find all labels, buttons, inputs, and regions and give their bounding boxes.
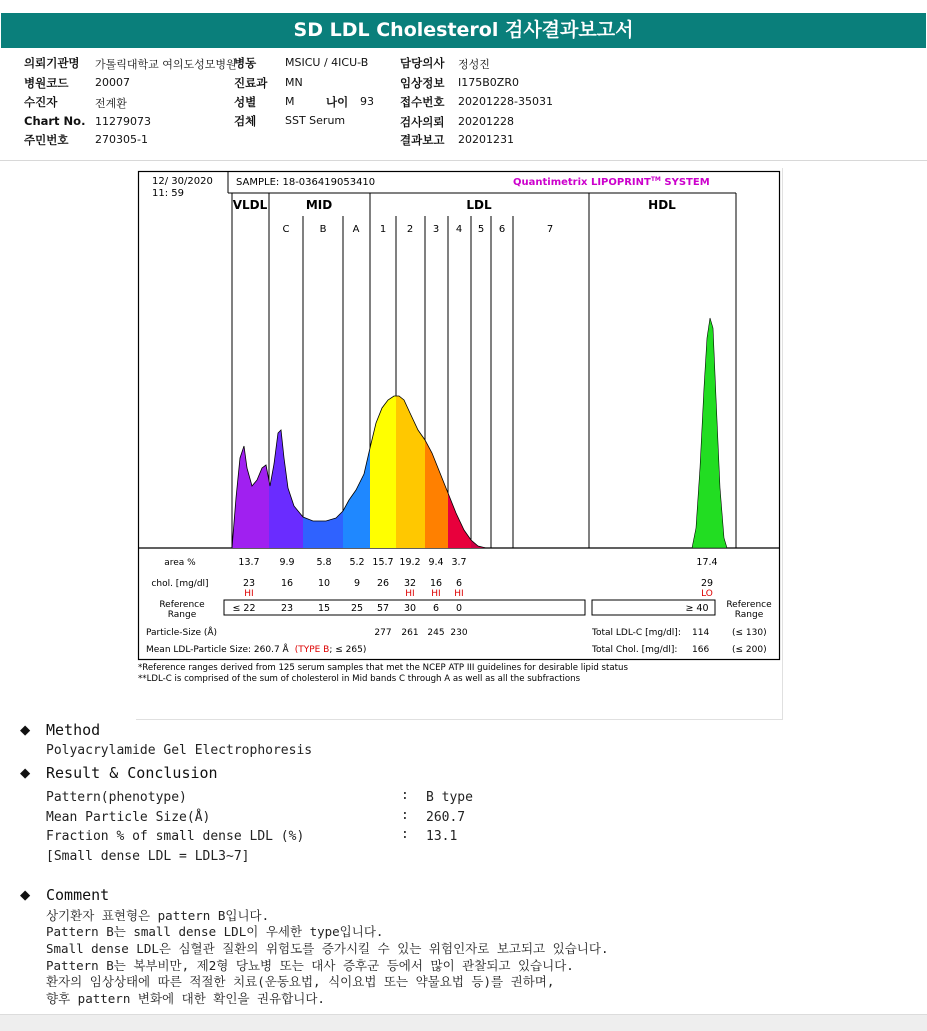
flag-hdl: LO: [701, 589, 713, 599]
result-section: [20, 763, 218, 783]
band-label-5: 5: [477, 224, 485, 235]
institution-label: 의뢰기관명: [24, 56, 80, 70]
chol-2: 32: [403, 578, 417, 589]
area-c: 9.9: [279, 557, 295, 568]
ref-label-2: Range: [167, 610, 197, 620]
sex-label: 성별: [234, 95, 257, 109]
footnote-2: **LDL-C is comprised of the sum of cholesterol in Mid bands C through A as well as all the subfractions: [138, 674, 581, 684]
patient-info: [24, 55, 904, 155]
area-label: area %: [164, 558, 196, 568]
total-chol-label: Total Chol. [mg/dl]:: [592, 645, 678, 655]
area-b: 5.8: [316, 557, 332, 568]
particle-4: 230: [450, 628, 468, 638]
specimen-value: SST Serum: [285, 114, 346, 127]
lipoprint-brand: Quantimetrix LIPOPRINT™ SYSTEM: [513, 176, 710, 188]
ref-c: 23: [280, 603, 294, 614]
ref-1: 57: [376, 603, 390, 614]
header-divider: [0, 160, 927, 161]
ref-4: 0: [455, 603, 463, 614]
band-label-1: 1: [379, 224, 387, 235]
ward-value: MSICU / 4ICU-B: [285, 56, 369, 69]
ref-vldl: ≤ 22: [232, 603, 256, 614]
flag-4: HI: [454, 589, 464, 599]
band-label-c: C: [282, 224, 290, 235]
ref-b: 15: [317, 603, 331, 614]
result-row-label: Pattern(phenotype): [46, 790, 187, 805]
total-ldl-value: 114: [692, 628, 710, 638]
comment-section: [20, 885, 109, 905]
receipt-label: 접수번호: [400, 95, 445, 109]
result-date-value: 20201231: [458, 133, 514, 146]
chart-label: Chart No.: [24, 114, 86, 128]
receipt-value: 20201228-35031: [458, 95, 553, 108]
area-hdl: 17.4: [696, 557, 718, 568]
band-label-7: 7: [546, 224, 554, 235]
chol-a: 9: [353, 578, 361, 589]
group-vldl: VLDL: [232, 198, 268, 212]
recipient-label: 수진자: [24, 95, 58, 109]
chol-4: 6: [455, 578, 463, 589]
total-ldl-label: Total LDL-C [mg/dl]:: [592, 628, 681, 638]
request-label: 검사의뢰: [400, 115, 445, 129]
band-label-2: 2: [406, 224, 414, 235]
band-label-3: 3: [432, 224, 440, 235]
ref-3: 6: [432, 603, 440, 614]
band-label-a: A: [352, 224, 360, 235]
result-row-value: 260.7: [426, 810, 466, 825]
group-mid: MID: [305, 198, 333, 212]
doctor-label: 담당의사: [400, 56, 445, 70]
total-chol-value: 166: [692, 645, 710, 655]
ref-hdl: ≥ 40: [685, 603, 709, 614]
result-note: [Small dense LDL = LDL3~7]: [46, 849, 250, 864]
result-row-sep: :: [401, 827, 409, 842]
group-ldl: LDL: [466, 198, 492, 212]
clinical-label: 임상정보: [400, 76, 445, 90]
sex-value: M: [285, 95, 295, 108]
ref-label-1: Reference: [159, 600, 205, 610]
particle-2: 261: [401, 628, 419, 638]
dept-label: 진료과: [234, 76, 268, 90]
institution-value: 가톨릭대학교 여의도성모병원: [95, 58, 237, 71]
ward-label: 병동: [234, 56, 257, 70]
report-date: 12/ 30/2020: [152, 176, 213, 187]
comment-line: 상기환자 표현형은 pattern B입니다.: [46, 908, 270, 923]
area-1: 15.7: [372, 557, 394, 568]
comment-line: 환자의 임상상태에 따른 적절한 치료(운동요법, 식이요법 또는 약물요법 등)를 권하며,: [46, 974, 555, 989]
lipoprint-report: [136, 168, 783, 720]
result-row-sep: :: [401, 808, 409, 823]
footnote-1: *Reference ranges derived from 125 serum samples that met the NCEP ATP III guidelines for desirable lipid status: [138, 663, 628, 673]
doctor-value: 정성진: [458, 58, 490, 71]
sample-id: SAMPLE: 18-036419053410: [236, 177, 376, 188]
mean-ldl-size: Mean LDL-Particle Size: 260.7 Å (TYPE B; ≤ 265): [146, 645, 367, 655]
area-3: 9.4: [428, 557, 444, 568]
report-title: SD LDL Cholesterol 검사결과보고서: [1, 13, 926, 48]
particle-size-label: Particle-Size (Å): [146, 628, 218, 638]
comment-line: Small dense LDL은 심혈관 질환의 위험도를 증가시킬 수 있는 위험인자로 보고되고 있습니다.: [46, 941, 609, 956]
area-2: 19.2: [399, 557, 421, 568]
result-row-value: B type: [426, 790, 473, 805]
band-label-4: 4: [455, 224, 463, 235]
result-row-value: 13.1: [426, 829, 458, 844]
rrn-label: 주민번호: [24, 133, 69, 147]
specimen-label: 검체: [234, 114, 257, 128]
area-4: 3.7: [451, 557, 467, 568]
total-ldl-ref: (≤ 130): [732, 628, 767, 638]
comment-line: Pattern B는 복부비만, 제2형 당뇨병 또는 대사 증후군 등에서 많이 관찰되고 있습니다.: [46, 958, 574, 973]
result-row-label: Fraction % of small dense LDL (%): [46, 829, 305, 844]
diamond-bullet-icon: ◆: [20, 763, 31, 783]
chol-label: chol. [mg/dl]: [151, 579, 209, 589]
particle-1: 277: [374, 628, 392, 638]
hospital-code-value: 20007: [95, 76, 130, 89]
diamond-bullet-icon: ◆: [20, 885, 31, 905]
particle-3: 245: [427, 628, 445, 638]
chol-3: 16: [429, 578, 443, 589]
result-row-label: Mean Particle Size(Å): [46, 810, 211, 825]
request-value: 20201228: [458, 115, 514, 128]
report-time: 11: 59: [152, 188, 184, 199]
result-row-sep: :: [401, 788, 409, 803]
rrn-value: 270305-1: [95, 133, 148, 146]
comment-heading-text: Comment: [46, 886, 110, 904]
flag-3: HI: [431, 589, 441, 599]
comment-line: 향후 pattern 변화에 대한 확인을 권유합니다.: [46, 991, 325, 1006]
band-label-6: 6: [498, 224, 506, 235]
ref-2: 30: [403, 603, 417, 614]
bottom-scroll-area: [0, 1014, 927, 1031]
lipoprint-figure: [136, 168, 783, 720]
age-value: 93: [360, 95, 374, 108]
comment-heading: [20, 885, 109, 905]
result-heading-text: Result & Conclusion: [46, 764, 218, 782]
diamond-bullet-icon: ◆: [20, 720, 31, 740]
age-label: 나이: [326, 95, 349, 109]
total-chol-ref: (≤ 200): [732, 645, 767, 655]
group-hdl: HDL: [648, 198, 676, 212]
hospital-code-label: 병원코드: [24, 76, 69, 90]
chart-value: 11279073: [95, 115, 151, 128]
flag-vldl: HI: [244, 589, 254, 599]
result-date-label: 결과보고: [400, 133, 445, 147]
ref-label-right-2: Range: [734, 610, 764, 620]
dept-value: MN: [285, 76, 303, 89]
recipient-value: 전계환: [95, 97, 127, 110]
clinical-value: I175B0ZR0: [458, 76, 519, 89]
flag-2: HI: [405, 589, 415, 599]
chol-b: 10: [317, 578, 331, 589]
ref-label-right-1: Reference: [726, 600, 772, 610]
method-heading: [20, 720, 100, 740]
ref-a: 25: [350, 603, 364, 614]
area-a: 5.2: [349, 557, 365, 568]
result-heading: [20, 763, 218, 783]
method-heading-text: Method: [46, 721, 101, 739]
chol-1: 26: [376, 578, 390, 589]
method-section: [20, 720, 100, 740]
chol-hdl: 29: [700, 578, 714, 589]
comment-line: Pattern B는 small dense LDL이 우세한 type입니다.: [46, 924, 384, 939]
chol-vldl: 23: [242, 578, 256, 589]
chol-c: 16: [280, 578, 294, 589]
method-text: Polyacrylamide Gel Electrophoresis: [46, 743, 313, 758]
area-vldl: 13.7: [238, 557, 260, 568]
band-label-b: B: [319, 224, 327, 235]
